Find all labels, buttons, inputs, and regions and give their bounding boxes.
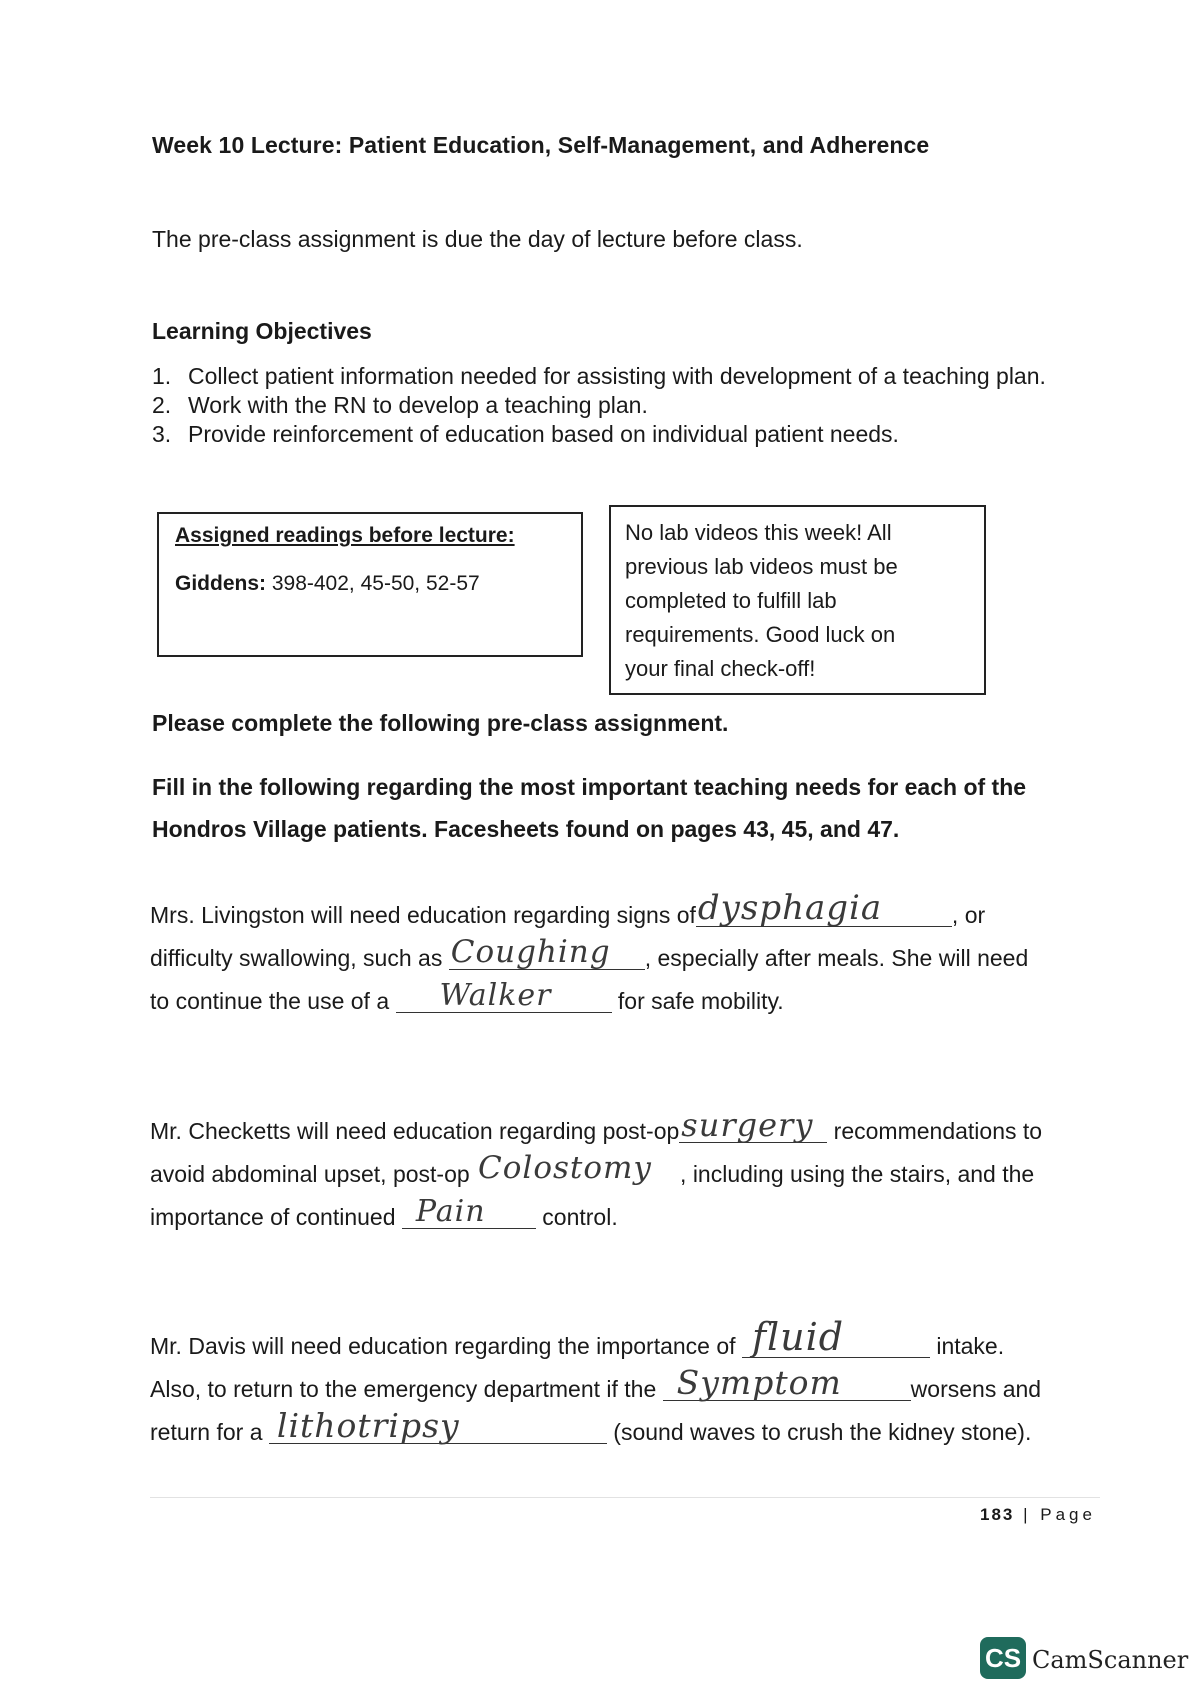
davis-paragraph [150, 1315, 1100, 1454]
livingston-line-2: difficulty swallowing, such as Coughing , especially after meals. She will need [150, 934, 1029, 971]
list-number: 3. [152, 421, 172, 447]
lab-line: your final check-off! [625, 656, 816, 681]
davis-line-1: Mr. Davis will need education regarding the importance of fluid intake. [150, 1315, 1005, 1359]
answer-blank[interactable] [663, 1363, 911, 1402]
due-note: The pre-class assignment is due the day of lecture before class. [152, 226, 803, 252]
livingston-line-3: to continue the use of a Walker for safe mobility. [150, 978, 784, 1014]
objectives-heading: Learning Objectives [152, 318, 372, 344]
readings-label: Giddens: [175, 572, 267, 595]
list-text: Work with the RN to develop a teaching plan. [188, 392, 648, 418]
instruction-heading: Please complete the following pre-class assignment. [152, 710, 729, 736]
instruction-line: Hondros Village patients. Facesheets found on pages 43, 45, and 47. [152, 816, 900, 842]
list-item [152, 391, 1046, 420]
handwritten-answer: surgery [681, 1106, 814, 1144]
instruction-text [152, 766, 1082, 850]
answer-blank[interactable] [476, 1150, 680, 1186]
list-text: Provide reinforcement of education based on individual patient needs. [188, 421, 899, 447]
lab-line: previous lab videos must be [625, 554, 898, 579]
list-number: 1. [152, 363, 172, 389]
readings-heading: Assigned readings before lecture: [175, 524, 515, 547]
lab-line: No lab videos this week! All [625, 520, 892, 545]
handwritten-answer: Colostomy [478, 1150, 652, 1186]
handwritten-answer: Pain [415, 1194, 486, 1229]
objectives-list [152, 362, 1046, 449]
checketts-line-2: avoid abdominal upset, post-op Colostomy , including using the stairs, and the [150, 1150, 1035, 1187]
handwritten-answer: Walker [439, 978, 552, 1013]
readings-box [157, 512, 583, 657]
lab-videos-box [609, 505, 986, 695]
lab-line: completed to fulfill lab [625, 588, 837, 613]
livingston-line-1: Mrs. Livingston will need education regarding signs of dysphagia , or [150, 888, 986, 928]
answer-blank[interactable] [449, 934, 645, 970]
readings-line [175, 572, 565, 596]
answer-blank[interactable] [396, 978, 612, 1013]
checketts-paragraph [150, 1106, 1100, 1239]
page-title: Week 10 Lecture: Patient Education, Self-Management, and Adherence [152, 132, 930, 158]
answer-blank[interactable] [402, 1194, 536, 1229]
answer-blank[interactable] [679, 1106, 827, 1144]
handwritten-answer: fluid [751, 1315, 845, 1359]
handwritten-answer: Coughing [450, 934, 611, 970]
instruction-line: Fill in the following regarding the most important teaching needs for each of the [152, 774, 1027, 800]
list-item [152, 362, 1046, 391]
answer-blank[interactable] [742, 1315, 930, 1359]
davis-line-2: Also, to return to the emergency department if the Symptom worsens and [150, 1363, 1042, 1402]
footer-divider [150, 1497, 1100, 1498]
handwritten-answer: lithotripsy [276, 1406, 460, 1445]
camscanner-logo-icon: CS [980, 1637, 1026, 1679]
lab-line: requirements. Good luck on [625, 622, 896, 647]
list-number: 2. [152, 392, 172, 418]
readings-pages: 398-402, 45-50, 52-57 [266, 572, 480, 595]
handwritten-answer: Symptom [676, 1363, 842, 1402]
camscanner-watermark: CamScanner [1032, 1646, 1189, 1674]
list-text: Collect patient information needed for assisting with development of a teaching plan. [188, 363, 1046, 389]
checketts-line-1: Mr. Checketts will need education regarding post-op surgery recommendations to [150, 1106, 1043, 1144]
page-number: 183 | Page [980, 1505, 1096, 1524]
page-label: | Page [1014, 1505, 1096, 1524]
livingston-paragraph [150, 888, 1100, 1023]
list-item [152, 420, 1046, 449]
answer-blank[interactable] [696, 888, 952, 928]
checketts-line-3: importance of continued Pain control. [150, 1194, 618, 1230]
answer-blank[interactable] [269, 1406, 607, 1445]
davis-line-3: return for a lithotripsy (sound waves to crush the kidney stone). [150, 1406, 1032, 1445]
handwritten-answer: dysphagia [697, 888, 883, 928]
